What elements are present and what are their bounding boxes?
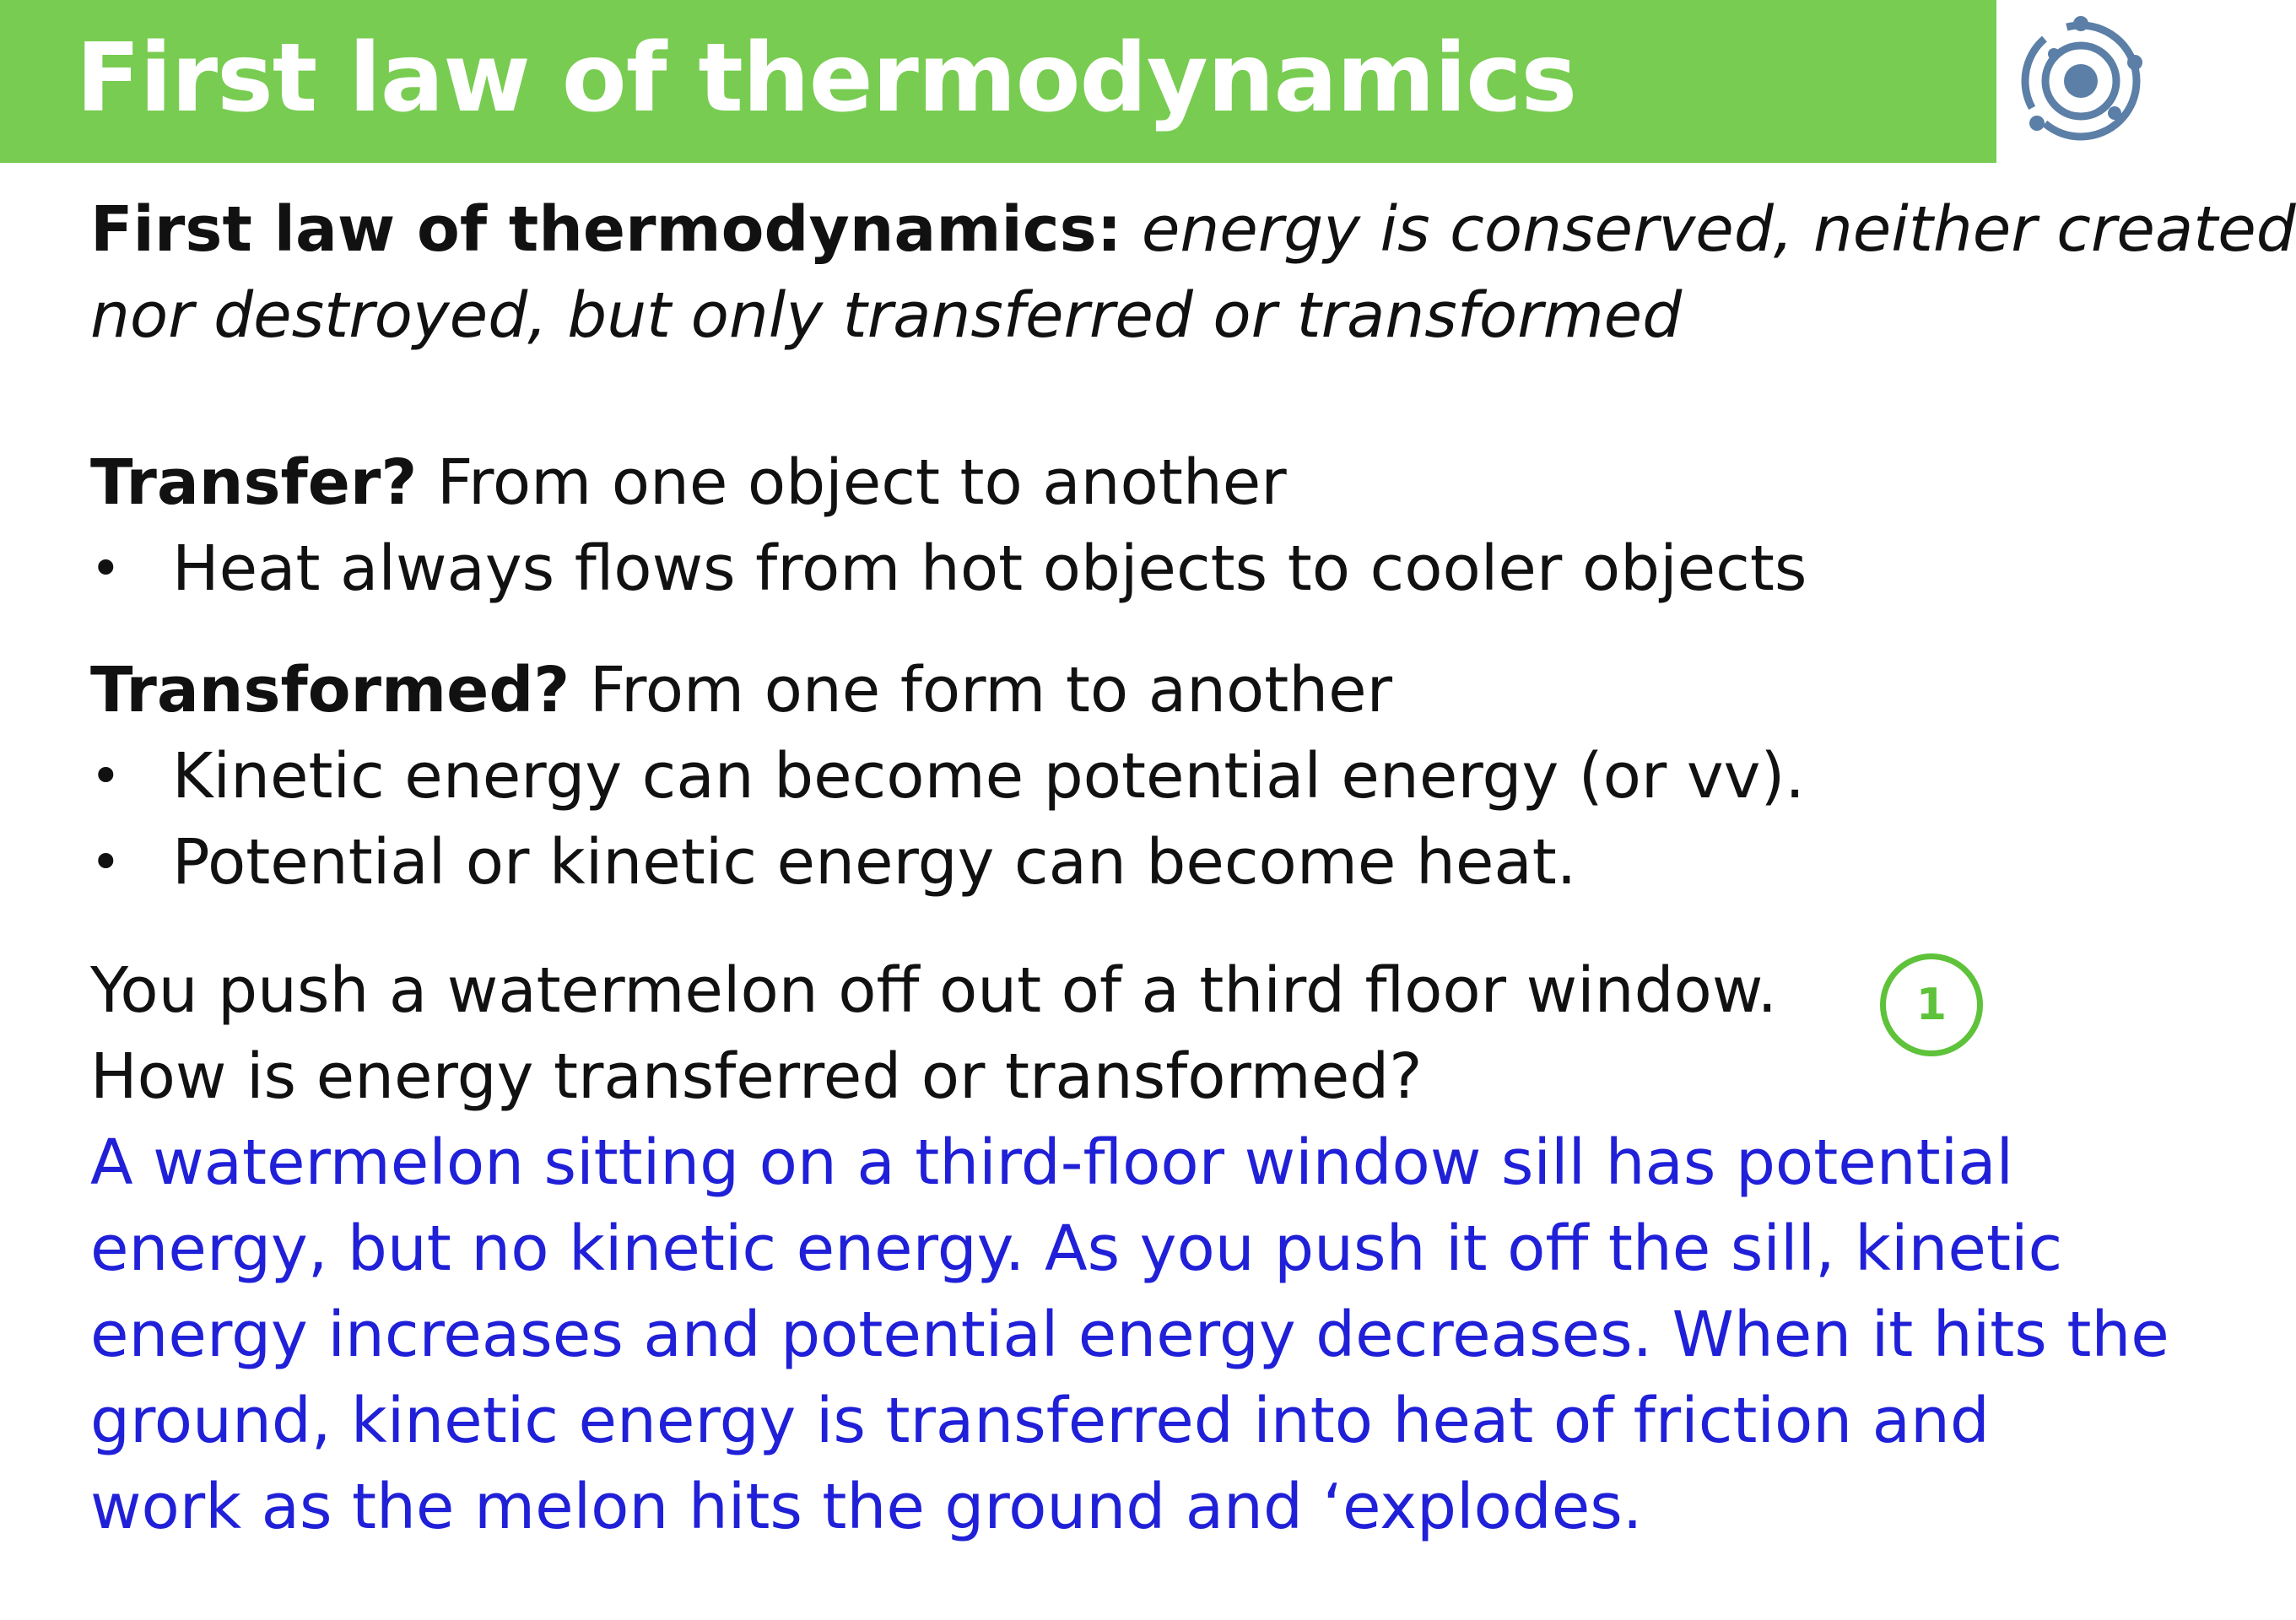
- bullet-text: Kinetic energy can become potential energy (or vv).: [172, 740, 1805, 813]
- definition-line-2: nor destroyed, but only transferred or transformed: [90, 279, 1683, 352]
- question-line-1: You push a watermelon off out of a third floor window.: [90, 954, 1778, 1027]
- bullet-icon: •: [90, 537, 122, 599]
- bullet-icon: •: [90, 831, 122, 893]
- answer-line: ground, kinetic energy is transferred into heat of friction and: [90, 1385, 1990, 1457]
- definition-term: First law of thermodynamics:: [90, 193, 1122, 266]
- answer-line: energy increases and potential energy decreases. When it hits the: [90, 1299, 2169, 1371]
- transfer-heading: Transfer?: [90, 446, 418, 519]
- answer-line: work as the melon hits the ground and ‘explodes.: [90, 1471, 1643, 1543]
- bullet-text: Heat always flows from hot objects to cooler objects: [172, 532, 1807, 605]
- slide-title: First law of thermodynamics: [76, 24, 1577, 133]
- answer-line: energy, but no kinetic energy. As you push it off the sill, kinetic: [90, 1212, 2063, 1285]
- transformed-text: From one form to another: [589, 654, 1393, 726]
- atom-orbit-logo-icon: [2012, 12, 2151, 151]
- step-number-badge: 1: [1880, 953, 1983, 1056]
- definition-line-1: [90, 187, 2296, 272]
- transfer-line: [90, 440, 1287, 525]
- transfer-text: From one object to another: [436, 446, 1287, 519]
- bullet-text: Potential or kinetic energy can become heat.: [172, 826, 1577, 899]
- definition-text-1: energy is conserved, neither created: [1141, 193, 2296, 266]
- bullet-icon: •: [90, 745, 122, 807]
- title-bar: [0, 0, 1996, 163]
- transformed-heading: Transformed?: [90, 654, 570, 726]
- answer-line: A watermelon sitting on a third-floor window sill has potential: [90, 1126, 2014, 1199]
- question-line-2: How is energy transferred or transformed?: [90, 1040, 1423, 1113]
- transformed-line: [90, 648, 1392, 732]
